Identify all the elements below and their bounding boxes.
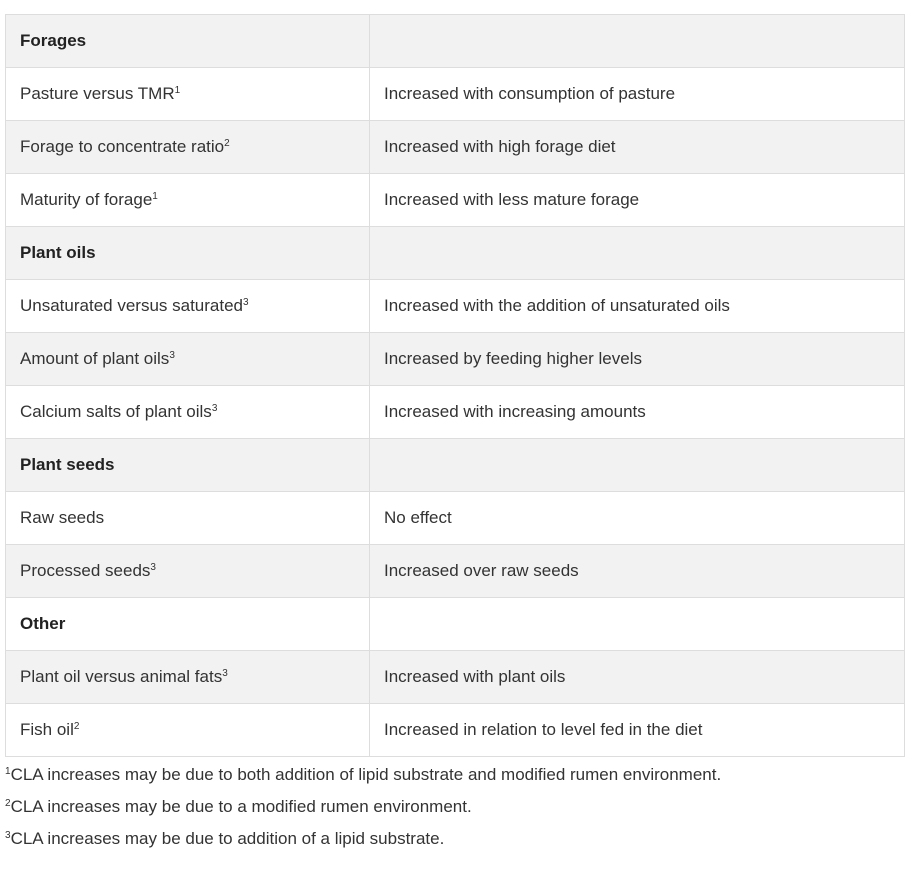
footnote-ref: 1 xyxy=(174,85,181,96)
factor-label: Unsaturated versus saturated xyxy=(20,296,244,315)
factor-cell xyxy=(6,386,370,439)
section-heading-cell xyxy=(6,439,370,492)
factor-cell xyxy=(6,174,370,227)
table-row xyxy=(6,651,905,704)
factor-label: Calcium salts of plant oils xyxy=(20,402,212,421)
footnotes xyxy=(5,763,904,859)
effect-text: Increased with less mature forage xyxy=(384,190,640,209)
footnote-ref: 2 xyxy=(224,138,230,149)
table-row xyxy=(6,68,905,121)
effect-text: Increased with increasing amounts xyxy=(384,402,646,421)
table-row xyxy=(6,121,905,174)
effect-text: Increased by feeding higher levels xyxy=(384,349,642,368)
table-section-row xyxy=(6,227,905,280)
effect-cell xyxy=(370,651,905,704)
effect-cell xyxy=(370,439,905,492)
effect-text: Increased with consumption of pasture xyxy=(384,84,676,103)
effect-cell xyxy=(370,227,905,280)
footnote-mark: 2 xyxy=(5,798,11,809)
table-body xyxy=(6,15,905,757)
effect-text: No effect xyxy=(384,508,452,527)
effect-cell xyxy=(370,121,905,174)
effect-cell xyxy=(370,492,905,545)
cla-table xyxy=(5,14,905,757)
section-heading-cell xyxy=(6,15,370,68)
factor-label: Forage to concentrate ratio xyxy=(20,137,225,156)
table-row xyxy=(6,545,905,598)
effect-cell xyxy=(370,386,905,439)
factor-label: Maturity of forage xyxy=(20,190,153,209)
section-heading-cell xyxy=(6,227,370,280)
table-row xyxy=(6,704,905,757)
footnote-mark: 1 xyxy=(5,766,11,777)
factor-cell xyxy=(6,492,370,545)
effect-cell xyxy=(370,545,905,598)
footnote-ref: 3 xyxy=(222,668,228,679)
footnote-ref: 3 xyxy=(211,403,218,414)
effect-cell xyxy=(370,280,905,333)
effect-cell xyxy=(370,68,905,121)
footnote-ref: 3 xyxy=(243,297,249,308)
effect-text: Increased in relation to level fed in the diet xyxy=(384,720,703,739)
table-section-row xyxy=(6,598,905,651)
footnote-text: CLA increases may be due to addition of a lipid substrate. xyxy=(10,829,445,848)
factor-label: Plant oil versus animal fats xyxy=(20,667,223,686)
factor-cell xyxy=(6,651,370,704)
section-heading: Other xyxy=(20,614,66,633)
footnote-ref: 1 xyxy=(152,191,158,202)
effect-text: Increased with high forage diet xyxy=(384,137,616,156)
section-heading-cell xyxy=(6,598,370,651)
footnote-mark: 3 xyxy=(5,830,11,841)
factor-label: Processed seeds xyxy=(20,561,151,580)
footnote-text: CLA increases may be due to both addition of lipid substrate and modified rumen environment. xyxy=(10,765,722,784)
effect-cell xyxy=(370,15,905,68)
factor-cell xyxy=(6,280,370,333)
section-heading: Plant seeds xyxy=(20,455,115,474)
footnote-ref: 2 xyxy=(73,721,80,732)
table-row xyxy=(6,280,905,333)
section-heading: Forages xyxy=(20,31,87,50)
effect-text: Increased over raw seeds xyxy=(384,561,579,580)
footnote-ref: 3 xyxy=(150,562,156,573)
table-section-row xyxy=(6,439,905,492)
cla-table-container xyxy=(5,14,904,859)
footnote-text: CLA increases may be due to a modified rumen environment. xyxy=(10,797,472,816)
table-section-row xyxy=(6,15,905,68)
footnote xyxy=(5,763,904,795)
factor-label: Pasture versus TMR xyxy=(20,84,175,103)
effect-cell xyxy=(370,704,905,757)
table-row xyxy=(6,492,905,545)
footnote xyxy=(5,827,904,859)
factor-cell xyxy=(6,704,370,757)
footnote-ref: 3 xyxy=(169,350,175,361)
factor-label: Amount of plant oils xyxy=(20,349,170,368)
factor-cell xyxy=(6,333,370,386)
effect-text: Increased with plant oils xyxy=(384,667,566,686)
section-heading: Plant oils xyxy=(20,243,96,262)
footnote xyxy=(5,795,904,827)
factor-cell xyxy=(6,121,370,174)
factor-cell xyxy=(6,545,370,598)
effect-cell xyxy=(370,174,905,227)
effect-text: Increased with the addition of unsaturated oils xyxy=(384,296,730,315)
factor-label: Raw seeds xyxy=(20,508,105,527)
factor-label: Fish oil xyxy=(20,720,74,739)
table-row xyxy=(6,386,905,439)
effect-cell xyxy=(370,598,905,651)
factor-cell xyxy=(6,68,370,121)
table-row xyxy=(6,174,905,227)
effect-cell xyxy=(370,333,905,386)
table-row xyxy=(6,333,905,386)
